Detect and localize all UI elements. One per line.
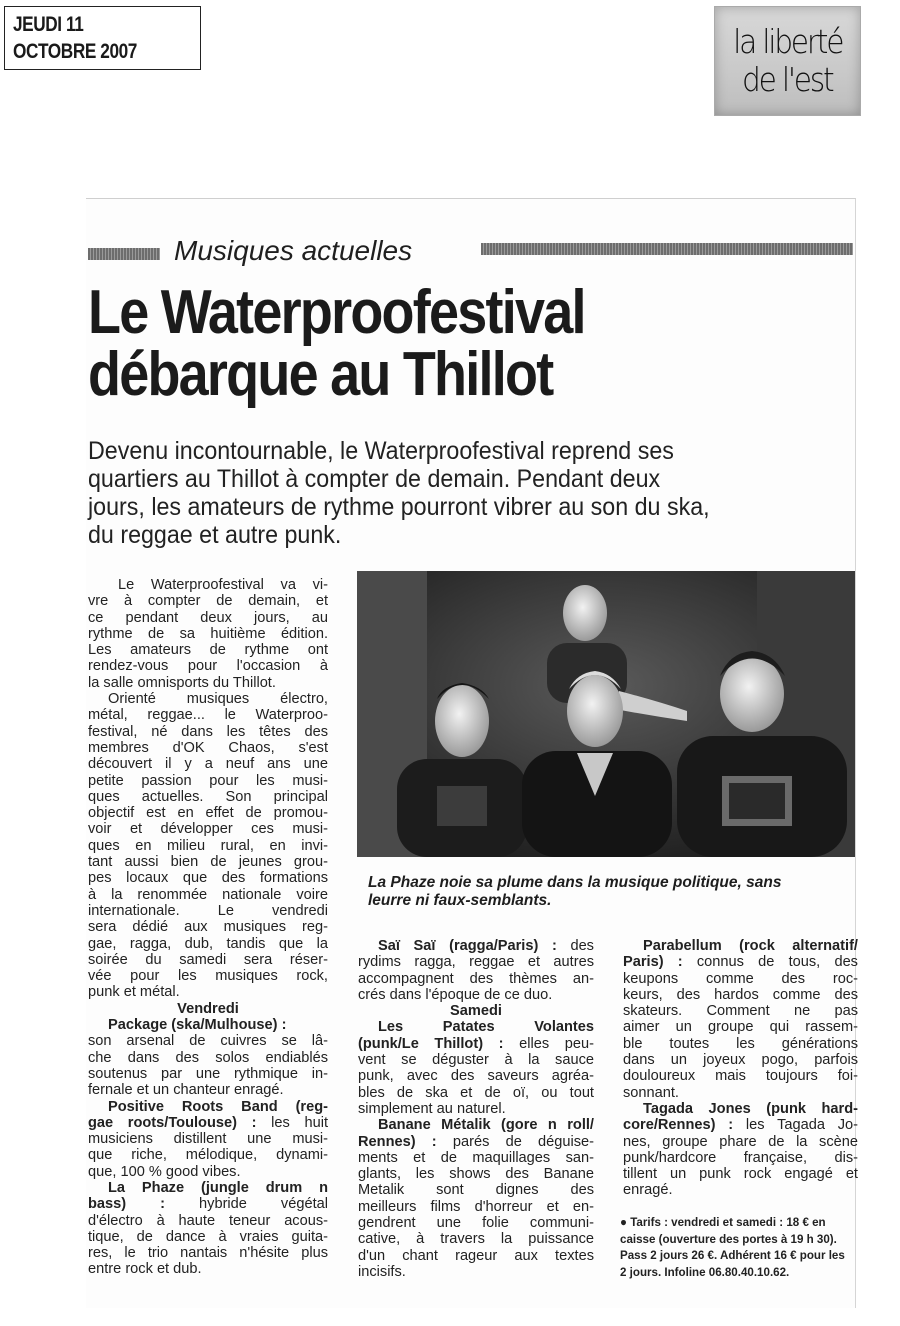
body-line: gae, ragga, dub, tandis que la (88, 935, 328, 952)
body-line: métal, reggae... le Waterproo- (88, 707, 328, 724)
parabellum-title (623, 938, 858, 954)
program-title-2-rest: hybride végétal (165, 1196, 328, 1213)
body-line: à la renommée nationale voire (88, 886, 328, 903)
band-photo (357, 571, 855, 857)
parabellum-title-2 (623, 954, 858, 970)
lede-line: jours, les amateurs de rythme pourront vibrer au son du ska, (88, 493, 710, 521)
column-2 (358, 938, 594, 1280)
banane-line: d'un chant rageur aux textes (358, 1247, 594, 1264)
program-title-bold: Package (ska/Mulhouse) : (108, 1017, 287, 1034)
parabellum-line: skateurs. Comment ne pas (623, 1003, 858, 1020)
body-line: festival, né dans les têtes des (88, 723, 328, 740)
body-line: pes locaux que des formations (88, 870, 328, 887)
body-line: membres d'OK Chaos, s'est (88, 739, 328, 756)
logo-line-2: de l'est (742, 60, 833, 99)
tagada-line: nes, groupe phare de la scène (623, 1133, 858, 1150)
program-line: d'électro à haute teneur acous- (88, 1212, 328, 1229)
body-line: ques en milieu rural, en invi- (88, 837, 328, 854)
program-line: entre rock et dub. (88, 1261, 202, 1278)
column-3 (623, 938, 858, 1199)
caption-line-2: leurre ni faux-semblants. (368, 892, 552, 909)
body-line: punk et métal. (88, 984, 180, 1001)
banane-line: gendrent une folie communi- (358, 1215, 594, 1232)
tarifs-line: 2 jours. Infoline 06.80.40.10.62. (620, 1264, 790, 1279)
tagada-title-2-bold: core/Rennes) : (623, 1117, 734, 1134)
banane-line: incisifs. (358, 1263, 406, 1280)
body-line: ques actuelles. Son principal (88, 788, 328, 805)
body-line: Les amateurs de rythme ont (88, 642, 328, 659)
banane-title-bold: Banane Métalik (gore n roll/ (378, 1117, 594, 1134)
tagada-title-bold: Tagada Jones (punk hard- (643, 1100, 858, 1117)
parabellum-title-bold: Parabellum (rock alternatif/ (643, 938, 858, 954)
body-line: tant aussi bien de jeunes grou- (88, 854, 328, 871)
program-line: che dans des solos endiablés (88, 1049, 328, 1066)
program-line: tique, de dance à vraies guita- (88, 1228, 328, 1245)
newspaper-logo (714, 6, 861, 116)
program-line: son arsenal de cuivres se lâ- (88, 1033, 328, 1050)
lede-line: Devenu incontournable, le Waterproofestival reprend ses (88, 437, 674, 465)
patates-title (358, 1019, 594, 1035)
program-title-2-rest: les huit (256, 1114, 328, 1131)
parabellum-line: keupons comme des roc- (623, 970, 858, 987)
rubric-bar-left (88, 248, 160, 260)
lede (88, 437, 858, 549)
headline-line-1: Le Waterproofestival (88, 278, 585, 347)
program-line: que, 100 % good vibes. (88, 1163, 241, 1180)
body-line: objectif est en effet de promou- (88, 805, 328, 822)
banane-title (358, 1117, 594, 1133)
body-line: Le Waterproofestival va vi- (118, 577, 328, 593)
patates-line: simplement au naturel. (358, 1100, 506, 1117)
parabellum-title-2-bold: Paris) : (623, 954, 683, 971)
body-line: découvert il y a neuf ans une (88, 756, 328, 773)
tagada-line: tillent un punk rock engagé et (623, 1166, 858, 1183)
banane-line: cative, à travers la puissance (358, 1231, 594, 1248)
banane-line: ments et de maquillages san- (358, 1149, 594, 1166)
sai-line: accompagnent des thèmes an- (358, 970, 594, 987)
date-box (4, 6, 201, 70)
patates-title-2-rest: elles peu- (503, 1035, 594, 1052)
parabellum-line: keurs, des hardos comme des (623, 986, 858, 1003)
body-line: voir et développer ces musi- (88, 821, 328, 838)
tarifs-line: Pass 2 jours 26 €. Adhérent 16 € pour les (620, 1248, 845, 1263)
patates-line: vent se déguster à la sauce (358, 1052, 594, 1069)
rubric-text: Musiques actuelles (174, 235, 413, 266)
program-title-2-bold: gae roots/Toulouse) : (88, 1114, 257, 1131)
vendredi-heading: Vendredi (177, 1000, 239, 1017)
program-line: que riche, mélodique, dynami- (88, 1147, 328, 1164)
tagada-title (623, 1101, 858, 1117)
patates-title-2 (358, 1036, 594, 1052)
parabellum-title-2-rest: connus de tous, des (682, 954, 858, 971)
tagada-line: punk/hardcore française, dis- (623, 1149, 858, 1166)
patates-line: bles de ska et de oï, ou tout (358, 1084, 594, 1101)
sai-line: crés dans l'époque de ce duo. (358, 986, 553, 1003)
caption-line-1: La Phaze noie sa plume dans la musique politique, sans (368, 874, 782, 891)
program-title-2 (88, 1115, 328, 1131)
tagada-title-2 (623, 1117, 858, 1133)
program-title (88, 1180, 328, 1196)
headline-line-2: débarque au Thillot (88, 340, 553, 409)
parabellum-line: sonnant. (623, 1084, 679, 1101)
banane-line: glants, les shows des Banane (358, 1166, 594, 1183)
body-line: Orienté musiques électro, (108, 691, 328, 708)
body-line: soirée du samedi sera réser- (88, 951, 328, 968)
tarifs-box (620, 1214, 860, 1280)
body-line: vre à compter de demain, et (88, 593, 328, 610)
rubric (88, 234, 853, 270)
sai-line: rydims ragga, reggae et autres (358, 954, 594, 971)
samedi-heading: Samedi (450, 1003, 502, 1020)
tagada-line: enragé. (623, 1182, 673, 1199)
program-title-2 (88, 1196, 328, 1212)
body-line: internationale. Le vendredi (88, 902, 328, 919)
body-line: sera dédié aux musiques reg- (88, 919, 328, 936)
body-line: petite passion pour les musi- (88, 772, 328, 789)
tarifs-line: ● Tarifs : vendredi et samedi : 18 € en (620, 1215, 826, 1229)
sai-title-rest: des (556, 938, 594, 954)
body-line: rythme de sa huitième édition. (88, 625, 328, 642)
body-line: vée pour les musiques rock, (88, 968, 328, 985)
body-line: rendez-vous pour l'occasion à (88, 658, 328, 675)
logo-line-1: la liberté (732, 22, 843, 61)
tarifs-line: caisse (ouverture des portes à 19 h 30). (620, 1231, 837, 1246)
column-1 (88, 577, 328, 1278)
sai-title (358, 938, 594, 954)
banane-line: meilleurs films d'horreur et en- (358, 1198, 594, 1215)
program-line: musiciens distillent une musi- (88, 1131, 328, 1148)
lede-line: quartiers au Thillot à compter de demain. Pendant deux (88, 465, 661, 493)
band-photo-illustration (357, 571, 855, 857)
program-title-bold: Positive Roots Band (reg- (108, 1098, 328, 1115)
program-title (88, 1099, 328, 1115)
date-line-1: JEUDI 11 (13, 13, 84, 36)
parabellum-line: ble toutes les générations (623, 1035, 858, 1052)
program-line: soutenus par une rythmique in- (88, 1065, 328, 1082)
banane-title-2-bold: Rennes) : (358, 1133, 437, 1150)
patates-line: punk, avec des saveurs agréa- (358, 1068, 594, 1085)
lede-line: du reggae et autre punk. (88, 521, 342, 549)
program-title-bold: La Phaze (jungle drum n (108, 1179, 328, 1196)
photo-caption (368, 874, 848, 910)
body-line: ce pendant deux jours, au (88, 609, 328, 626)
patates-title-2-bold: (punk/Le Thillot) : (358, 1035, 504, 1052)
parabellum-line: aimer un groupe qui rassem- (623, 1019, 858, 1036)
parabellum-line: douloureux mais toujours foi- (623, 1068, 858, 1085)
program-line: fernale et un chanteur enragé. (88, 1082, 284, 1099)
banane-line: Metalik sont dignes des (358, 1182, 594, 1199)
tagada-title-2-rest: les Tagada Jo- (733, 1117, 858, 1134)
parabellum-line: dans un joyeux pogo, parfois (623, 1052, 858, 1069)
program-line: res, le trio nantais n'hésite plus (88, 1245, 328, 1262)
body-line: la salle omnisports du Thillot. (88, 674, 276, 691)
rubric-bar-right (481, 243, 853, 255)
banane-title-2-rest: parés de déguise- (436, 1133, 594, 1150)
headline (88, 278, 688, 409)
program-title-2-bold: bass) : (88, 1196, 166, 1213)
date-line-2: OCTOBRE 2007 (13, 40, 137, 63)
patates-title-bold: Les Patates Volantes (378, 1019, 594, 1036)
program-title (88, 1017, 328, 1033)
sai-title-bold: Saï Saï (ragga/Paris) : (378, 938, 557, 954)
banane-title-2 (358, 1134, 594, 1150)
